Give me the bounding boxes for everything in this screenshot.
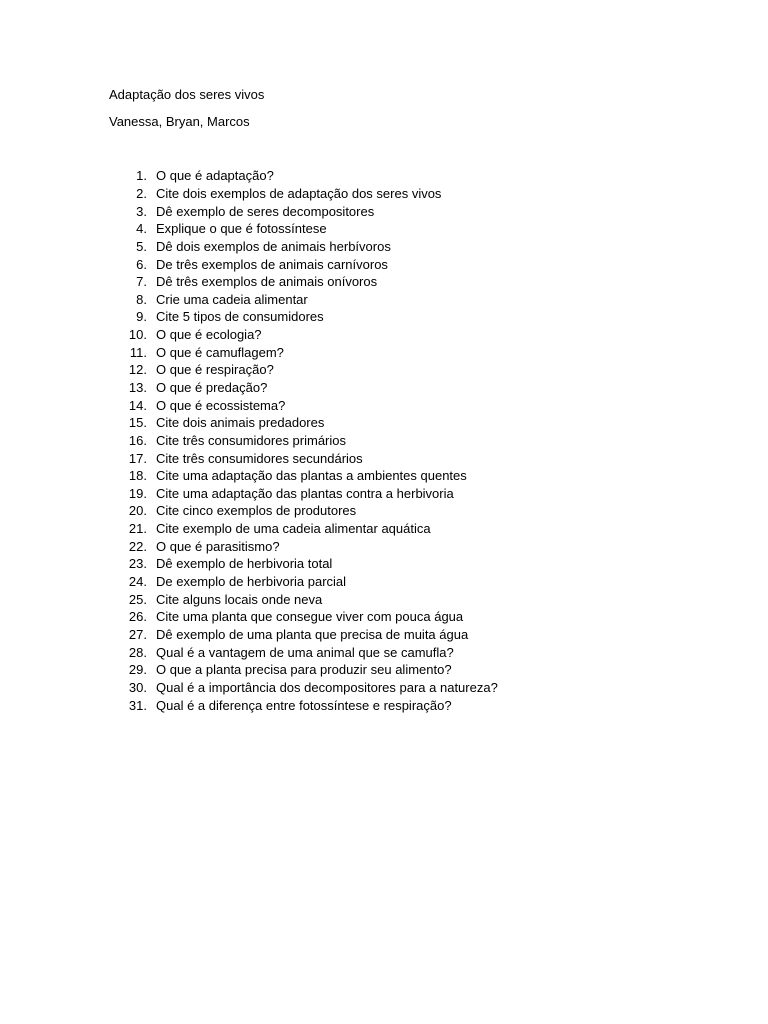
question-number: 19. <box>128 485 147 501</box>
list-item <box>109 590 498 608</box>
question-number: 21. <box>128 521 147 537</box>
question-text: O que é camuflagem? <box>156 344 284 360</box>
question-number: 10. <box>128 327 147 343</box>
question-number: 24. <box>128 574 147 590</box>
list-item <box>109 308 498 326</box>
question-number: 22. <box>128 538 147 554</box>
list-item <box>109 396 498 414</box>
question-text: O que é adaptação? <box>156 168 274 184</box>
question-text: Dê dois exemplos de animais herbívoros <box>156 238 391 254</box>
question-number: 31. <box>128 697 147 713</box>
question-text: De exemplo de herbivoria parcial <box>156 574 347 590</box>
question-number: 17. <box>128 450 147 466</box>
question-text: O que é predação? <box>156 380 268 395</box>
list-item <box>109 220 498 238</box>
question-text: Qual é a vantagem de uma animal que se camufla? <box>156 644 454 660</box>
question-number: 15. <box>128 415 147 431</box>
question-text: Dê exemplo de seres decompositores <box>156 203 375 219</box>
question-number: 5. <box>136 238 147 254</box>
list-item <box>109 343 498 361</box>
list-item <box>109 379 498 397</box>
question-number: 9. <box>136 309 147 325</box>
list-item <box>109 273 498 291</box>
question-text: O que é ecossistema? <box>156 397 286 413</box>
list-item <box>109 502 498 520</box>
list-item <box>109 414 498 432</box>
list-item <box>109 485 498 503</box>
question-number: 29. <box>128 662 147 678</box>
question-number: 25. <box>128 591 147 607</box>
question-text: Cite três consumidores secundários <box>156 450 363 466</box>
list-item <box>109 432 498 450</box>
question-number: 27. <box>128 626 147 642</box>
question-number: 18. <box>128 468 147 484</box>
list-item <box>109 467 498 485</box>
list-item <box>109 520 498 538</box>
question-number: 23. <box>128 556 147 572</box>
question-number: 20. <box>128 503 147 519</box>
question-number: 13. <box>128 380 147 395</box>
question-text: Dê exemplo de herbivoria total <box>156 556 333 572</box>
document-title: Adaptação dos seres vivos <box>109 87 265 102</box>
question-number: 7. <box>136 274 147 290</box>
list-item <box>109 238 498 256</box>
list-item <box>109 290 498 308</box>
question-number: 16. <box>128 432 147 448</box>
question-text: Cite exemplo de uma cadeia alimentar aquática <box>156 521 431 537</box>
list-item <box>109 679 498 697</box>
question-text: Dê três exemplos de animais onívoros <box>156 274 378 290</box>
question-text: Cite uma adaptação das plantas contra a herbivoria <box>156 485 454 501</box>
question-text: Cite dois animais predadores <box>156 415 325 431</box>
list-item <box>109 573 498 591</box>
question-number: 12. <box>128 362 147 378</box>
question-text: Cite uma adaptação das plantas a ambientes quentes <box>156 468 467 484</box>
question-number: 11. <box>129 344 147 360</box>
question-number: 8. <box>136 291 147 307</box>
question-text: O que é respiração? <box>156 362 274 378</box>
question-text: Cite alguns locais onde neva <box>156 591 323 607</box>
question-text: Cite dois exemplos de adaptação dos seres vivos <box>156 185 442 201</box>
question-text: O que é parasitismo? <box>156 538 280 554</box>
question-list <box>109 167 498 714</box>
question-number: 30. <box>128 679 147 695</box>
list-item <box>109 167 498 185</box>
list-item <box>109 643 498 661</box>
question-number: 3. <box>136 203 147 219</box>
list-item <box>109 537 498 555</box>
question-text: Crie uma cadeia alimentar <box>156 291 308 307</box>
list-item <box>109 626 498 644</box>
list-item <box>109 185 498 203</box>
list-item <box>109 555 498 573</box>
question-text: O que é ecologia? <box>156 327 262 343</box>
question-text: Cite três consumidores primários <box>156 432 347 448</box>
question-text: Cite 5 tipos de consumidores <box>156 309 324 325</box>
question-text: De três exemplos de animais carnívoros <box>156 256 388 272</box>
question-number: 14. <box>128 397 147 413</box>
list-item <box>109 661 498 679</box>
list-item <box>109 326 498 344</box>
question-number: 26. <box>128 609 147 625</box>
list-item <box>109 696 498 714</box>
question-text: Qual é a diferença entre fotossíntese e respiração? <box>156 697 452 713</box>
question-text: Cite uma planta que consegue viver com pouca água <box>156 609 464 625</box>
question-number: 1. <box>136 168 147 184</box>
question-number: 4. <box>136 221 147 237</box>
question-text: Qual é a importância dos decompositores para a natureza? <box>156 679 498 695</box>
list-item <box>109 202 498 220</box>
question-number: 2. <box>136 185 147 201</box>
question-number: 28. <box>128 644 147 660</box>
question-text: Explique o que é fotossíntese <box>156 221 327 237</box>
question-number: 6. <box>136 256 147 272</box>
question-text: O que a planta precisa para produzir seu alimento? <box>156 662 452 678</box>
list-item <box>109 608 498 626</box>
list-item <box>109 449 498 467</box>
question-text: Cite cinco exemplos de produtores <box>156 503 357 519</box>
document-authors: Vanessa, Bryan, Marcos <box>109 114 250 129</box>
list-item <box>109 361 498 379</box>
list-item <box>109 255 498 273</box>
question-text: Dê exemplo de uma planta que precisa de muita água <box>156 626 469 642</box>
